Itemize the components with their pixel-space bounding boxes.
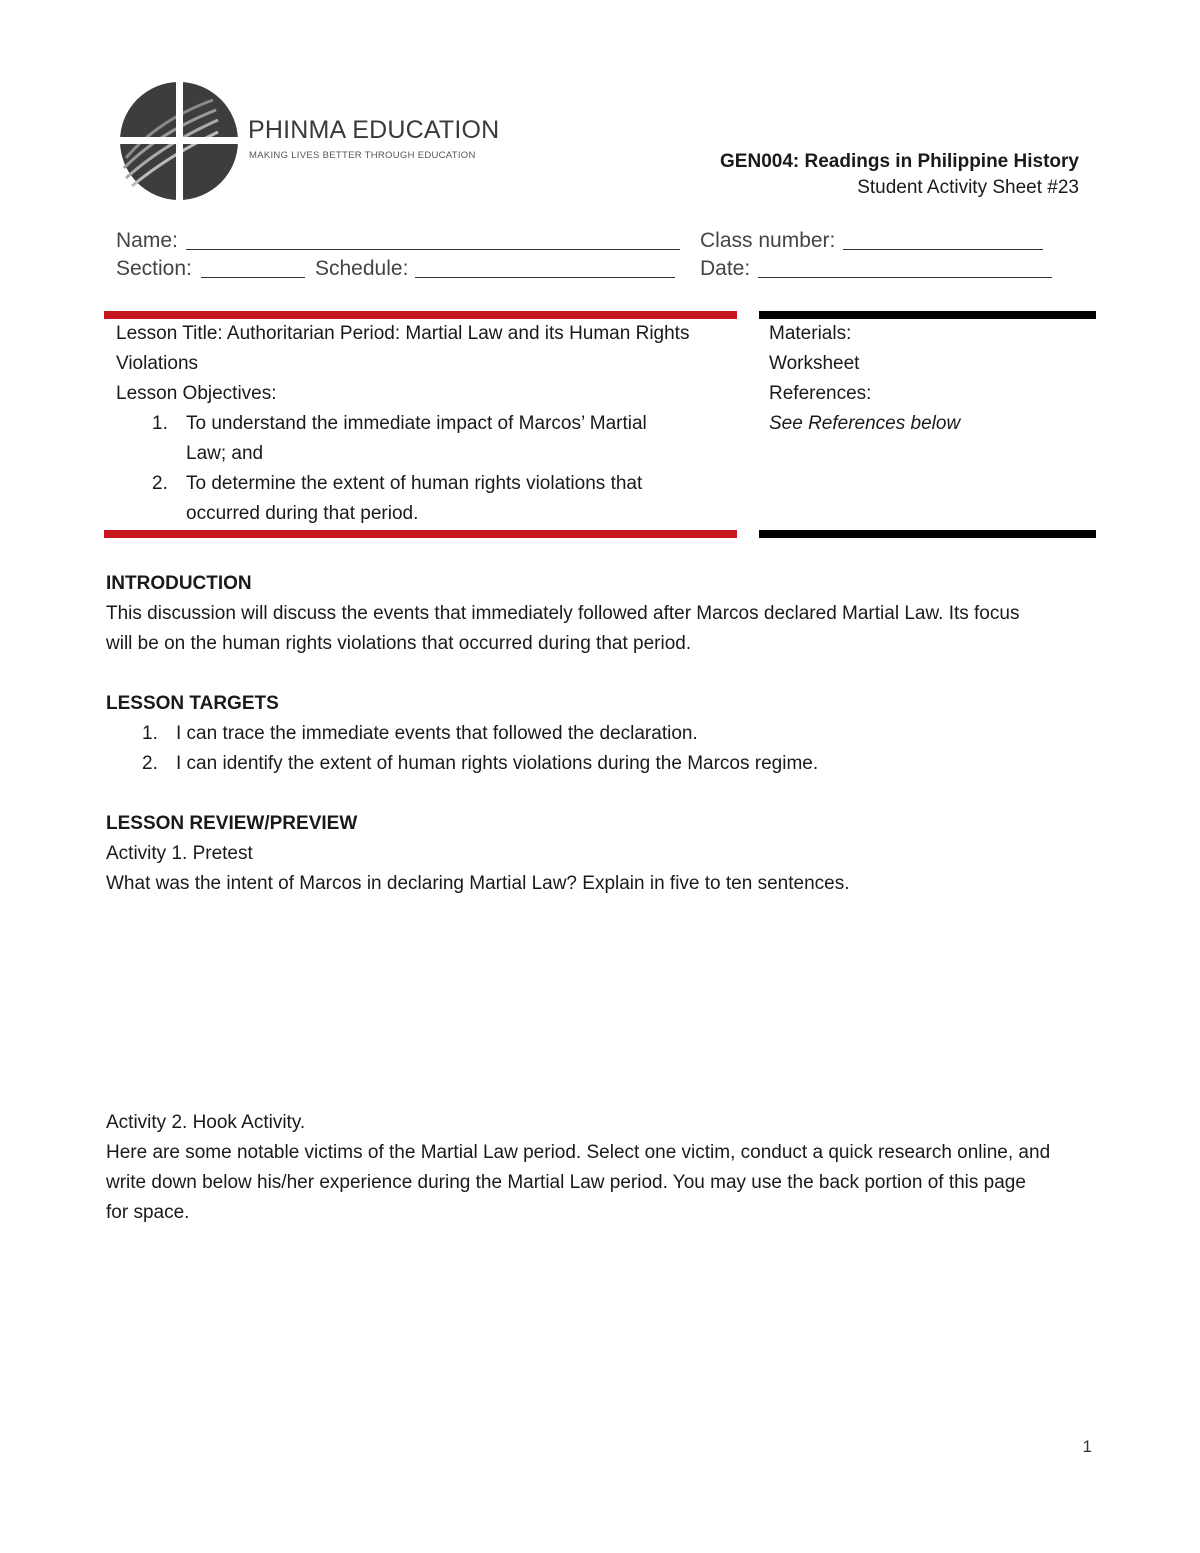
- review-section: [106, 809, 850, 899]
- section-label: Section:: [116, 257, 192, 280]
- schedule-label: Schedule:: [315, 257, 409, 280]
- brand-tagline: MAKING LIVES BETTER THROUGH EDUCATION: [249, 150, 476, 161]
- lesson-box-bottom-bar: [104, 530, 737, 538]
- lesson-title-cont: Violations: [116, 353, 199, 374]
- activity2-text-cont: write down below his/her experience during the Martial Law period. You may use the back portion of this page: [106, 1172, 1026, 1193]
- lesson-box-top-bar: [104, 311, 737, 319]
- name-label: Name:: [116, 229, 178, 252]
- activity2-text-end: for space.: [106, 1202, 190, 1223]
- materials-box: [769, 319, 960, 439]
- target-item: 1. I can trace the immediate events that followed the declaration.: [142, 723, 698, 744]
- materials-box-bottom-bar: [759, 530, 1096, 538]
- class-number-field[interactable]: [843, 249, 1043, 250]
- date-label: Date:: [700, 257, 751, 280]
- class-number-label: Class number:: [700, 229, 836, 252]
- targets-heading: LESSON TARGETS: [106, 693, 279, 714]
- references-label: References:: [769, 383, 872, 404]
- review-heading: LESSON REVIEW/PREVIEW: [106, 813, 358, 834]
- objectives-label: Lesson Objectives:: [116, 383, 277, 404]
- materials-value: Worksheet: [769, 353, 860, 374]
- objective-item-cont: occurred during that period.: [186, 503, 419, 524]
- materials-box-top-bar: [759, 311, 1096, 319]
- objective-item-cont: Law; and: [186, 443, 264, 464]
- introduction-section: [106, 569, 1019, 659]
- objective-item: 2. To determine the extent of human rights violations that: [152, 473, 643, 494]
- objective-item: 1. To understand the immediate impact of Marcos’ Martial: [152, 413, 647, 434]
- target-item: 2. I can identify the extent of human rights violations during the Marcos regime.: [142, 753, 819, 774]
- activity2-text: Here are some notable victims of the Martial Law period. Select one victim, conduct a quick research online, and: [106, 1142, 1051, 1163]
- activity1-prompt: What was the intent of Marcos in declaring Martial Law? Explain in five to ten sentences.: [106, 873, 850, 894]
- phinma-logo-icon: [118, 80, 240, 202]
- references-value: See References below: [769, 413, 961, 434]
- introduction-heading: INTRODUCTION: [106, 573, 252, 594]
- brand-name: PHINMA EDUCATION: [248, 116, 500, 144]
- lesson-box: [116, 319, 689, 529]
- name-field[interactable]: [186, 249, 680, 250]
- activity2-section: [106, 1108, 1050, 1228]
- course-title: GEN004: Readings in Philippine History: [720, 151, 1079, 172]
- date-field[interactable]: [758, 277, 1052, 278]
- schedule-field[interactable]: [415, 277, 675, 278]
- introduction-text-cont: will be on the human rights violations that occurred during that period.: [106, 633, 692, 654]
- materials-label: Materials:: [769, 323, 852, 344]
- targets-section: [106, 689, 818, 779]
- section-field[interactable]: [201, 277, 305, 278]
- sheet-number: Student Activity Sheet #23: [857, 177, 1079, 198]
- lesson-title: Lesson Title: Authoritarian Period: Martial Law and its Human Rights: [116, 323, 690, 344]
- activity2-title: Activity 2. Hook Activity.: [106, 1112, 306, 1133]
- introduction-text: This discussion will discuss the events that immediately followed after Marcos declared Martial Law. Its focus: [106, 603, 1020, 624]
- activity1-title: Activity 1. Pretest: [106, 843, 253, 864]
- page-number: 1: [1082, 1437, 1092, 1456]
